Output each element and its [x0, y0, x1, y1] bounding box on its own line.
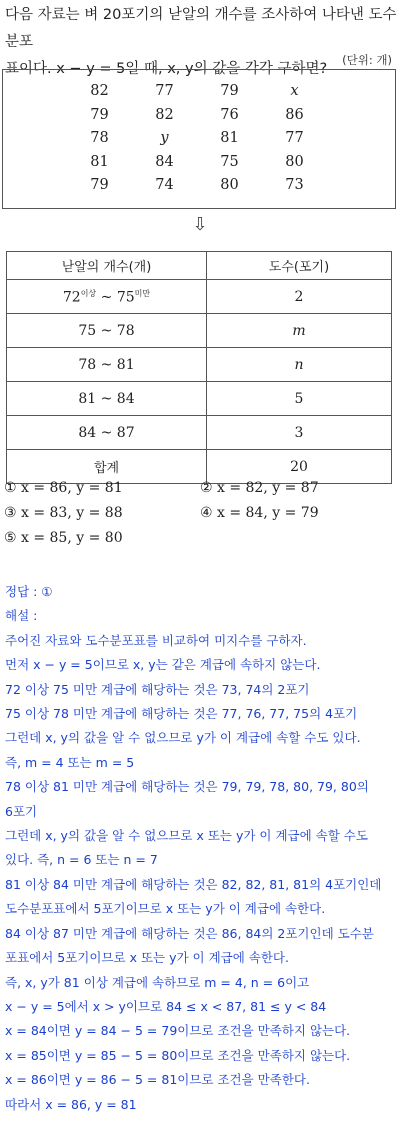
- solution-line: x = 84이면 y = 84 − 5 = 79이므로 조건을 만족하지 않는다.: [5, 1023, 351, 1039]
- solution-line: 도수분포표에서 5포기이므로 x 또는 y가 이 계급에 속한다.: [5, 901, 326, 917]
- table-header-row: [7, 252, 392, 280]
- data-cell: 77: [285, 130, 304, 146]
- data-cell: 75: [220, 153, 239, 170]
- frequency-cell-n: n: [207, 348, 392, 382]
- data-cell: 77: [155, 83, 174, 99]
- data-cell: 80: [285, 153, 304, 170]
- solution-line: 그런데 x, y의 값을 알 수 없으므로 y가 이 계급에 속할 수도 있다.: [5, 730, 361, 746]
- solution-line: 먼저 x − y = 5이므로 x, y는 같은 계급에 속하지 않는다.: [5, 657, 321, 673]
- data-cell: 84: [155, 153, 174, 170]
- data-cell-x: x: [290, 83, 299, 99]
- solution-line: 포표에서 5포기이므로 x 또는 y가 이 계급에 속한다.: [5, 950, 289, 966]
- solution-section: [5, 580, 400, 1117]
- frequency-cell: 2: [207, 280, 392, 314]
- option-2[interactable]: ② x = 82, y = 87: [200, 480, 319, 496]
- table-row: [7, 416, 392, 450]
- solution-line: 81 이상 84 미만 계급에 해당하는 것은 82, 82, 81, 81의 4포기인데: [5, 876, 382, 892]
- high-superscript: 미만: [134, 288, 151, 298]
- solution-line: 6포기: [5, 803, 38, 819]
- low-superscript: 이상: [80, 288, 97, 298]
- solution-line: 75 이상 78 미만 계급에 해당하는 것은 77, 76, 77, 75의 4포기: [5, 706, 358, 722]
- solution-line: 84 이상 87 미만 계급에 해당하는 것은 86, 84의 2포기인데 도수분: [5, 925, 374, 941]
- data-cell: 86: [285, 106, 304, 123]
- solution-line: 주어진 자료와 도수분포표를 비교하여 미지수를 구하자.: [5, 632, 307, 648]
- data-cell: 80: [220, 177, 239, 193]
- data-cell: 78: [90, 130, 109, 146]
- option-3[interactable]: ③ x = 83, y = 88: [4, 505, 123, 521]
- data-cell: 79: [90, 177, 109, 193]
- data-cell: 79: [90, 106, 109, 123]
- data-cell: 79: [220, 83, 239, 99]
- table-row: [7, 314, 392, 348]
- frequency-cell: 3: [207, 416, 392, 450]
- raw-data-grid: [67, 80, 327, 198]
- header-frequency: 도수(포기): [207, 252, 392, 280]
- solution-line: x − y = 5에서 x > y이므로 84 ≤ x < 87, 81 ≤ y < 84: [5, 998, 327, 1014]
- range-cell: 84 ~ 87: [7, 416, 207, 450]
- data-cell: 81: [220, 130, 239, 146]
- range-cell: 78 ~ 81: [7, 348, 207, 382]
- range-cell: [7, 280, 207, 314]
- solution-line: 즉, m = 4 또는 m = 5: [5, 754, 135, 770]
- answer-line: 정답 : ①: [5, 584, 53, 599]
- frequency-table: [6, 251, 392, 484]
- raw-data-box: [2, 69, 396, 209]
- solution-line: 78 이상 81 미만 계급에 해당하는 것은 79, 79, 78, 80, 79, 80의: [5, 779, 369, 795]
- solution-line: 즉, x, y가 81 이상 계급에 속하므로 m = 4, n = 6이고: [5, 974, 310, 990]
- range-cell: 81 ~ 84: [7, 382, 207, 416]
- option-1[interactable]: ① x = 86, y = 81: [4, 480, 123, 496]
- frequency-cell: 5: [207, 382, 392, 416]
- range-low: 72: [62, 289, 81, 306]
- solution-line: x = 85이면 y = 85 − 5 = 80이므로 조건을 만족하지 않는다.: [5, 1047, 351, 1063]
- data-cell: 73: [285, 177, 304, 193]
- option-5[interactable]: ⑤ x = 85, y = 80: [4, 530, 123, 546]
- table-total-row: [7, 450, 392, 484]
- solution-line: 72 이상 75 미만 계급에 해당하는 것은 73, 74의 2포기: [5, 681, 310, 697]
- data-cell: 76: [220, 106, 239, 123]
- table-row: [7, 280, 392, 314]
- frequency-cell-m: m: [207, 314, 392, 348]
- data-cell: 82: [155, 106, 174, 123]
- solution-line: x = 86이면 y = 86 − 5 = 81이므로 조건을 만족한다.: [5, 1072, 310, 1088]
- range-tilde: ~: [96, 289, 117, 306]
- option-4[interactable]: ④ x = 84, y = 79: [200, 505, 319, 521]
- data-cell: 82: [90, 83, 109, 99]
- explanation-label: 해설 :: [5, 608, 38, 624]
- range-high: 75: [116, 289, 135, 306]
- data-cell: 74: [155, 177, 174, 193]
- total-label: 합계: [7, 450, 207, 484]
- solution-line: 있다. 즉, n = 6 또는 n = 7: [5, 852, 158, 868]
- header-range: 낟알의 개수(개): [7, 252, 207, 280]
- table-row: [7, 348, 392, 382]
- table-row: [7, 382, 392, 416]
- question-line-2: 표이다. x − y = 5일 때, x, y의 값을 각각 구하면?: [5, 61, 328, 77]
- data-cell: 81: [90, 153, 109, 170]
- range-cell: 75 ~ 78: [7, 314, 207, 348]
- question-line-1: 다음 자료는 벼 20포기의 낟알의 개수를 조사하여 나타낸 도수분포: [5, 7, 397, 50]
- final-answer-line: 따라서 x = 86, y = 81: [5, 1096, 137, 1112]
- data-cell-y: y: [160, 130, 169, 146]
- down-arrow-icon: ⇩: [192, 214, 208, 235]
- total-frequency: 20: [207, 450, 392, 484]
- unit-label: (단위: 개): [342, 53, 392, 67]
- solution-line: 그런데 x, y의 값을 알 수 없으므로 x 또는 y가 이 계급에 속할 수도: [5, 828, 368, 844]
